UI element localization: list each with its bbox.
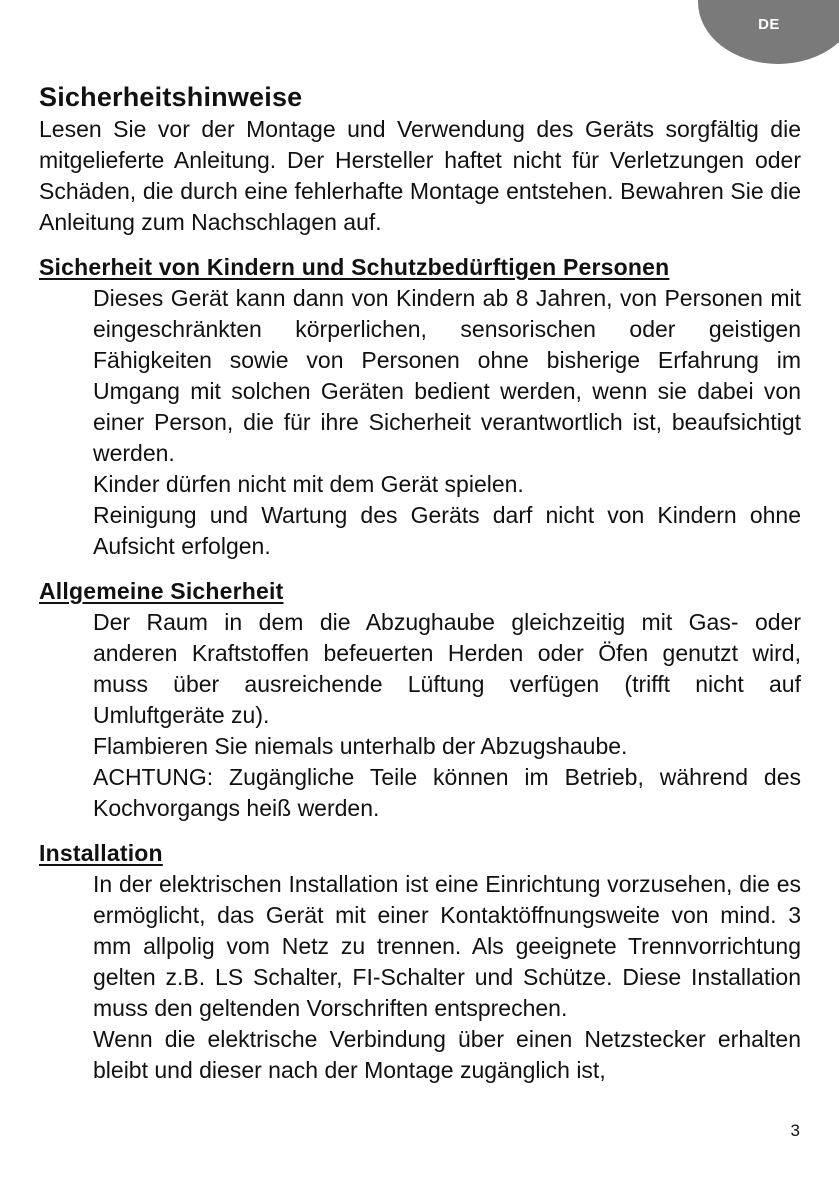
section-paragraph: Reinigung und Wartung des Geräts darf nicht von Kindern ohne Aufsicht erfolgen. bbox=[93, 502, 801, 559]
intro-paragraph: Lesen Sie vor der Montage und Verwendung des Geräts sorgfältig die mitgelieferte Anleitung. Der Hersteller haftet nicht für Verletzungen oder Schäden, die durch eine fehlerhafte Montage entstehen. Bewahren Sie die Anleitung zum Nachschlagen auf. bbox=[39, 116, 801, 235]
section-heading: Allgemeine Sicherheit bbox=[39, 578, 284, 604]
section-heading: Sicherheit von Kindern und Schutzbedürftigen Personen bbox=[39, 254, 670, 280]
page-title: Sicherheitshinweise bbox=[39, 82, 303, 112]
section-paragraph: In der elektrischen Installation ist eine Einrichtung vorzusehen, die es ermöglicht, das Gerät mit einer Kontaktöffnungsweite von mind. 3 mm allpolig vom Netz zu trennen. Als geeignete Trennvorrichtung gelten z.B. LS Schalter, FI-Schalter und Schütze. Diese Installation muss den geltenden Vorschriften entsprechen. bbox=[93, 871, 801, 1021]
page-number: 3 bbox=[790, 1121, 800, 1140]
section-paragraph: ACHTUNG: Zugängliche Teile können im Betrieb, während des Kochvorgangs heiß werden. bbox=[93, 764, 801, 821]
section-paragraph: Dieses Gerät kann dann von Kindern ab 8 Jahren, von Personen mit eingeschränkten körperlichen, sensorischen oder geistigen Fähigkeiten sowie von Personen ohne bisherige Erfahrung im Umgang mit solchen Geräten bedient werden, wenn sie dabei von einer Person, die für ihre Sicherheit verantwortlich ist, beaufsichtigt werden. bbox=[93, 285, 801, 466]
language-tab-label: DE bbox=[758, 16, 780, 33]
section-installation bbox=[39, 838, 801, 1086]
section-heading: Installation bbox=[39, 840, 163, 866]
section-paragraph: Flambieren Sie niemals unterhalb der Abzugshaube. bbox=[93, 733, 628, 759]
section-body bbox=[39, 607, 801, 824]
section-general-safety bbox=[39, 576, 801, 824]
document-content bbox=[39, 80, 801, 1100]
section-child-safety bbox=[39, 252, 801, 562]
section-paragraph: Wenn die elektrische Verbindung über einen Netzstecker erhalten bleibt und dieser nach der Montage zugänglich ist, bbox=[93, 1026, 801, 1083]
section-paragraph: Der Raum in dem die Abzughaube gleichzeitig mit Gas- oder anderen Kraftstoffen befeuerten Herden oder Öfen genutzt wird, muss über ausreichende Lüftung verfügen (trifft nicht auf Umluftgeräte zu). bbox=[93, 609, 801, 728]
section-body bbox=[39, 869, 801, 1086]
section-paragraph: Kinder dürfen nicht mit dem Gerät spielen. bbox=[93, 471, 524, 497]
section-body bbox=[39, 283, 801, 562]
